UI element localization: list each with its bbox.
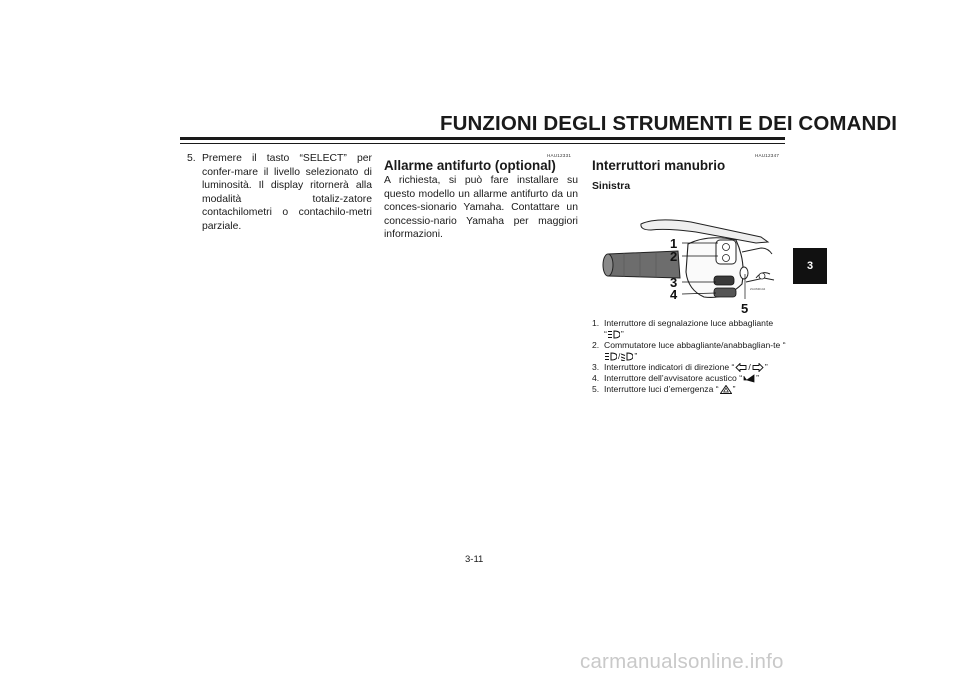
step-number: 5. (187, 153, 196, 164)
callout-4: 4 (670, 287, 678, 302)
mount-bolt (759, 273, 765, 279)
left-side-heading: Sinistra (592, 181, 631, 192)
step-text: Premere il tasto “SELECT” per confer-mare il livello selezionato di luminosità. Il display ritornerà alla modalità totaliz-zatore contachilometri o contachilo-metri parziale. (202, 153, 372, 232)
callout-1: 1 (670, 236, 678, 251)
high-beam-icon (605, 352, 617, 361)
callout-2: 2 (670, 249, 678, 264)
horn-icon (743, 374, 755, 383)
hazard-icon (720, 385, 732, 394)
high-beam-icon (608, 330, 620, 339)
turn-signal-switch (714, 276, 734, 285)
legend-item-2: 2. Commutatore luce abbagliante/anabbaglian-te “/ ” (592, 340, 786, 361)
section-code-alarm: HAU12331 (547, 153, 572, 158)
low-beam-icon (621, 352, 633, 361)
turn-right-icon (752, 363, 764, 372)
legend-item-1: 1. Interruttore di segnalazione luce abbagliante “ ” (592, 318, 774, 339)
page-number: 3-11 (465, 554, 484, 565)
hazard-button (740, 267, 748, 279)
alarm-heading: Allarme antifurto (optional) (384, 158, 556, 173)
turn-left-icon (735, 363, 747, 372)
page-title: FUNZIONI DEGLI STRUMENTI E DEI COMANDI (440, 112, 898, 135)
header-rule-thin (180, 143, 785, 144)
step-5 (187, 152, 372, 234)
figure-code: ZAUM0144 (750, 287, 766, 291)
legend-item-3: 3. Interruttore indicatori di direzione “ / ” (592, 362, 768, 372)
legend-item-4: 4. Interruttore dell’avvisatore acustico “ ” (592, 373, 759, 383)
section-code-switches: HAU12347 (755, 153, 780, 158)
watermark: carmanualsonline.info (580, 650, 784, 673)
grip-end (603, 254, 613, 276)
alarm-body: A richiesta, si può fare installare su questo modello un allarme antifurto da un conces-sionario Yamaha. Contattare un concessio-nario Yamaha per maggiori informazioni. (384, 175, 578, 241)
header-rule-thick (180, 137, 785, 140)
callout-5: 5 (741, 301, 749, 316)
callout-3: 3 (670, 275, 678, 290)
horn-button (714, 288, 736, 297)
grip (605, 251, 680, 278)
switches-heading: Interruttori manubrio (592, 158, 726, 173)
chapter-tab[interactable]: 3 (793, 248, 827, 284)
figure-legend (592, 318, 788, 395)
legend-item-5: 5. Interruttore luci d’emergenza “ ” (592, 384, 736, 394)
handlebar-switch-figure (596, 212, 786, 317)
